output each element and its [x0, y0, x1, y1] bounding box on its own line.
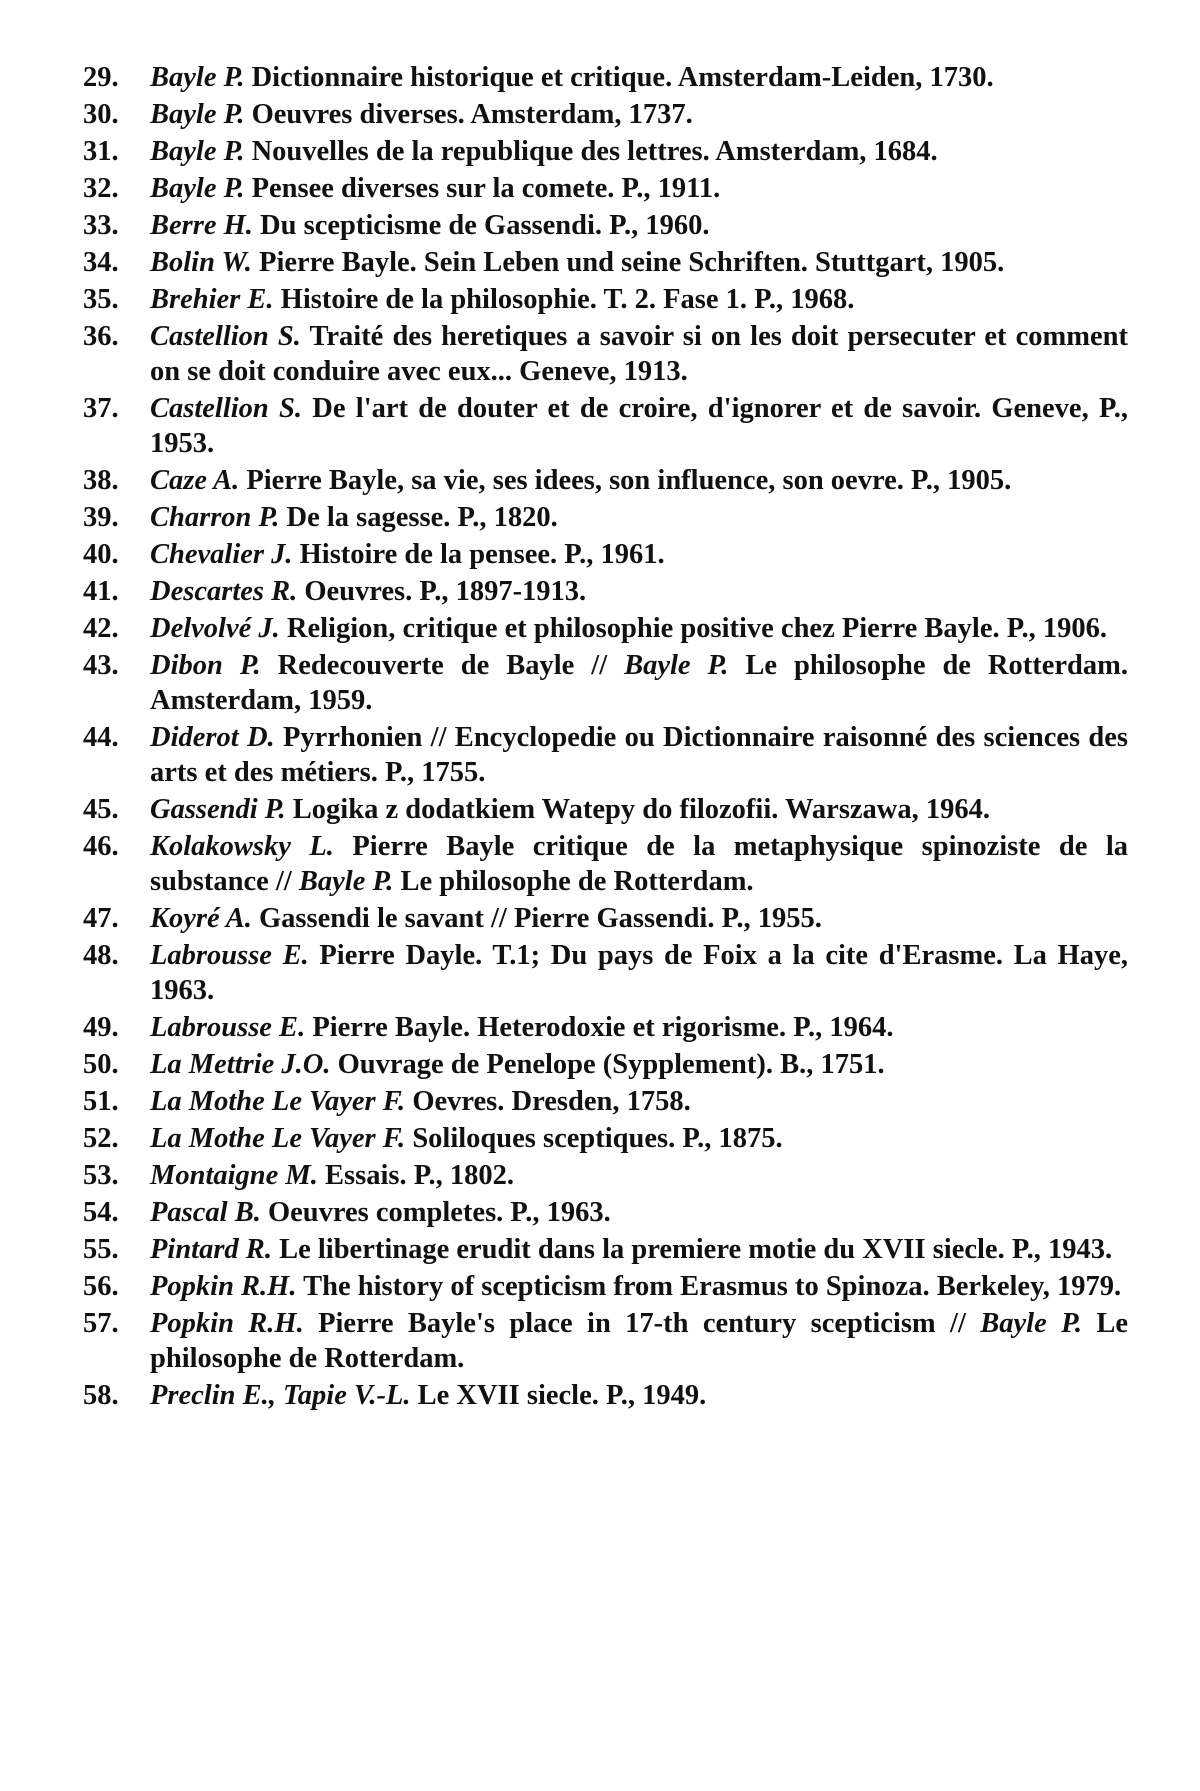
bibliography-entry [83, 611, 1128, 646]
entry-text: Nouvelles de la republique des lettres. Amsterdam, 1684. [251, 136, 938, 167]
entry-author: Popkin R.H. [150, 1271, 297, 1302]
entry-author: Bolin W. [150, 247, 252, 278]
bibliography-entry [83, 938, 1128, 1008]
entry-text: Le libertinage erudit dans la premiere motie du XVII siecle. P., 1943. [279, 1234, 1113, 1265]
entry-body [150, 829, 1128, 899]
entry-number: 31. [83, 136, 119, 167]
entry-author: Castellion S. [150, 321, 301, 352]
entry-number: 43. [83, 650, 119, 681]
entry-text-continued: Le philosophe de Rotterdam. [393, 866, 754, 897]
bibliography-entry [83, 500, 1128, 535]
bibliography-entry [83, 1084, 1128, 1119]
entry-text: Religion, critique et philosophie positive chez Pierre Bayle. P., 1906. [286, 613, 1108, 644]
entry-body [150, 1195, 1128, 1230]
entry-body [150, 1121, 1128, 1156]
entry-number: 52. [83, 1123, 119, 1154]
entry-number: 30. [83, 99, 119, 130]
entry-body [150, 245, 1128, 280]
entry-number: 33. [83, 210, 119, 241]
entry-author: Caze A. [150, 465, 240, 496]
bibliography-entry [83, 171, 1128, 206]
bibliography-entry [83, 1121, 1128, 1156]
entry-number: 55. [83, 1234, 119, 1265]
entry-body [150, 720, 1128, 790]
entry-number: 50. [83, 1049, 119, 1080]
entry-body [150, 611, 1128, 646]
entry-author: Charron P. [150, 502, 280, 533]
entry-author: Dibon P. [150, 650, 261, 681]
entry-body [150, 1378, 1128, 1413]
entry-body [150, 1306, 1128, 1376]
entry-number: 48. [83, 940, 119, 971]
entry-body [150, 60, 1128, 95]
bibliography-entry [83, 1306, 1128, 1376]
entry-number: 35. [83, 284, 119, 315]
entry-body [150, 1158, 1128, 1193]
entry-author: Brehier E. [150, 284, 274, 315]
entry-text: Oeuvres. P., 1897-1913. [304, 576, 587, 607]
bibliography-entry [83, 1232, 1128, 1267]
entry-body [150, 208, 1128, 243]
entry-body [150, 574, 1128, 609]
bibliography-entry [83, 391, 1128, 461]
bibliography-entry [83, 463, 1128, 498]
entry-inline-author: Bayle P. [624, 650, 729, 681]
bibliography-entry [83, 574, 1128, 609]
entry-inline-author: Bayle P. [980, 1308, 1082, 1339]
entry-text-continued: Le philosophe de Rotterdam. [150, 1308, 1128, 1374]
entry-body [150, 500, 1128, 535]
entry-number: 39. [83, 502, 119, 533]
entry-body [150, 938, 1128, 1008]
entry-number: 47. [83, 903, 119, 934]
entry-author: Gassendi P. [150, 794, 286, 825]
entry-text-continued: Le philosophe de Rotterdam. Amsterdam, 1959. [150, 650, 1129, 716]
entry-text: Soliloques sceptiques. P., 1875. [412, 1123, 783, 1154]
entry-text: Pierre Bayle. Heterodoxie et rigorisme. P., 1964. [312, 1012, 894, 1043]
entry-text: Pierre Bayle, sa vie, ses idees, son influence, son oevre. P., 1905. [246, 465, 1012, 496]
bibliography-entry [83, 1158, 1128, 1193]
entry-number: 45. [83, 794, 119, 825]
bibliography-entry [83, 60, 1128, 95]
entry-inline-author: Bayle P. [298, 866, 394, 897]
entry-number: 32. [83, 173, 119, 204]
bibliography-list [83, 60, 1128, 1415]
entry-number: 54. [83, 1197, 119, 1228]
bibliography-entry [83, 648, 1128, 718]
entry-number: 42. [83, 613, 119, 644]
bibliography-entry [83, 282, 1128, 317]
entry-author: Koyré A. [150, 903, 252, 934]
entry-text: Essais. P., 1802. [325, 1160, 514, 1191]
entry-number: 57. [83, 1308, 119, 1339]
entry-body [150, 648, 1128, 718]
entry-author: Preclin E., Tapie V.-L. [150, 1380, 411, 1411]
entry-author: Kolakowsky L. [150, 831, 334, 862]
entry-text: Dictionnaire historique et critique. Amsterdam-Leiden, 1730. [251, 62, 994, 93]
entry-number: 56. [83, 1271, 119, 1302]
entry-body [150, 134, 1128, 169]
entry-author: Castellion S. [150, 393, 303, 424]
entry-author: La Mothe Le Vayer F. [150, 1086, 406, 1117]
entry-author: Delvolvé J. [150, 613, 280, 644]
entry-body [150, 319, 1128, 389]
entry-text: Pierre Bayle's place in 17-th century scepticism // [318, 1308, 981, 1339]
entry-text: Oevres. Dresden, 1758. [412, 1086, 691, 1117]
entry-body [150, 1269, 1128, 1304]
entry-number: 51. [83, 1086, 119, 1117]
bibliography-entry [83, 537, 1128, 572]
entry-author: Labrousse E. [150, 940, 309, 971]
entry-text: Pierre Bayle. Sein Leben und seine Schriften. Stuttgart, 1905. [259, 247, 1005, 278]
entry-author: Montaigne M. [150, 1160, 318, 1191]
entry-number: 36. [83, 321, 119, 352]
entry-number: 49. [83, 1012, 119, 1043]
bibliography-entry [83, 245, 1128, 280]
bibliography-entry [83, 97, 1128, 132]
entry-number: 29. [83, 62, 119, 93]
entry-author: Bayle P. [150, 173, 245, 204]
bibliography-entry [83, 1378, 1128, 1413]
entry-text: Oeuvres diverses. Amsterdam, 1737. [251, 99, 693, 130]
entry-body [150, 792, 1128, 827]
entry-text: De l'art de douter et de croire, d'ignorer et de savoir. Geneve, P., 1953. [150, 393, 1129, 459]
entry-body [150, 97, 1128, 132]
entry-text: Gassendi le savant // Pierre Gassendi. P., 1955. [258, 903, 822, 934]
entry-text: De la sagesse. P., 1820. [286, 502, 558, 533]
entry-text: Le XVII siecle. P., 1949. [417, 1380, 707, 1411]
entry-body [150, 1232, 1128, 1267]
entry-author: Descartes R. [150, 576, 298, 607]
entry-text: Pyrrhonien // Encyclopedie ou Dictionnaire raisonné des sciences des arts et des métiers. P., 1755. [150, 722, 1129, 788]
entry-body [150, 1010, 1128, 1045]
entry-author: Pascal B. [150, 1197, 261, 1228]
entry-body [150, 282, 1128, 317]
entry-author: La Mettrie J.O. [150, 1049, 331, 1080]
entry-text: Histoire de la pensee. P., 1961. [299, 539, 665, 570]
entry-author: La Mothe Le Vayer F. [150, 1123, 406, 1154]
entry-author: Diderot D. [150, 722, 275, 753]
bibliography-entry [83, 1195, 1128, 1230]
entry-number: 37. [83, 393, 119, 424]
entry-text: Pierre Dayle. T.1; Du pays de Foix a la cite d'Erasme. La Haye, 1963. [150, 940, 1128, 1006]
entry-author: Berre H. [150, 210, 253, 241]
entry-body [150, 1047, 1128, 1082]
entry-text: Logika z dodatkiem Watepy do filozofii. Warszawa, 1964. [292, 794, 991, 825]
bibliography-entry [83, 1269, 1128, 1304]
entry-number: 44. [83, 722, 119, 753]
entry-text: Redecouverte de Bayle // [277, 650, 625, 681]
entry-text: Oeuvres completes. P., 1963. [267, 1197, 611, 1228]
entry-text: Pierre Bayle critique de la metaphysique spinoziste de la substance // [150, 831, 1128, 897]
entry-author: Bayle P. [150, 99, 245, 130]
entry-author: Labrousse E. [150, 1012, 306, 1043]
entry-text: Traité des heretiques a savoir si on les doit persecuter et comment on se doit conduire avec eux... Geneve, 1913. [150, 321, 1128, 387]
entry-number: 46. [83, 831, 119, 862]
entry-body [150, 537, 1128, 572]
entry-text: Du scepticisme de Gassendi. P., 1960. [260, 210, 710, 241]
entry-number: 53. [83, 1160, 119, 1191]
bibliography-entry [83, 208, 1128, 243]
entry-body [150, 1084, 1128, 1119]
bibliography-entry [83, 1010, 1128, 1045]
entry-author: Popkin R.H. [150, 1308, 304, 1339]
entry-text: Pensee diverses sur la comete. P., 1911. [251, 173, 721, 204]
entry-body [150, 391, 1128, 461]
bibliography-entry [83, 319, 1128, 389]
entry-author: Chevalier J. [150, 539, 293, 570]
entry-number: 58. [83, 1380, 119, 1411]
bibliography-entry [83, 720, 1128, 790]
entry-author: Bayle P. [150, 136, 245, 167]
entry-number: 34. [83, 247, 119, 278]
entry-text: Histoire de la philosophie. T. 2. Fase 1. P., 1968. [280, 284, 855, 315]
bibliography-entry [83, 901, 1128, 936]
entry-number: 40. [83, 539, 119, 570]
entry-text: The history of scepticism from Erasmus to Spinoza. Berkeley, 1979. [303, 1271, 1122, 1302]
entry-number: 41. [83, 576, 119, 607]
entry-body [150, 463, 1128, 498]
bibliography-entry [83, 1047, 1128, 1082]
bibliography-entry [83, 829, 1128, 899]
entry-body [150, 171, 1128, 206]
bibliography-entry [83, 134, 1128, 169]
entry-body [150, 901, 1128, 936]
entry-author: Pintard R. [150, 1234, 272, 1265]
entry-number: 38. [83, 465, 119, 496]
entry-author: Bayle P. [150, 62, 245, 93]
entry-text: Ouvrage de Penelope (Sypplement). B., 1751. [337, 1049, 885, 1080]
bibliography-entry [83, 792, 1128, 827]
